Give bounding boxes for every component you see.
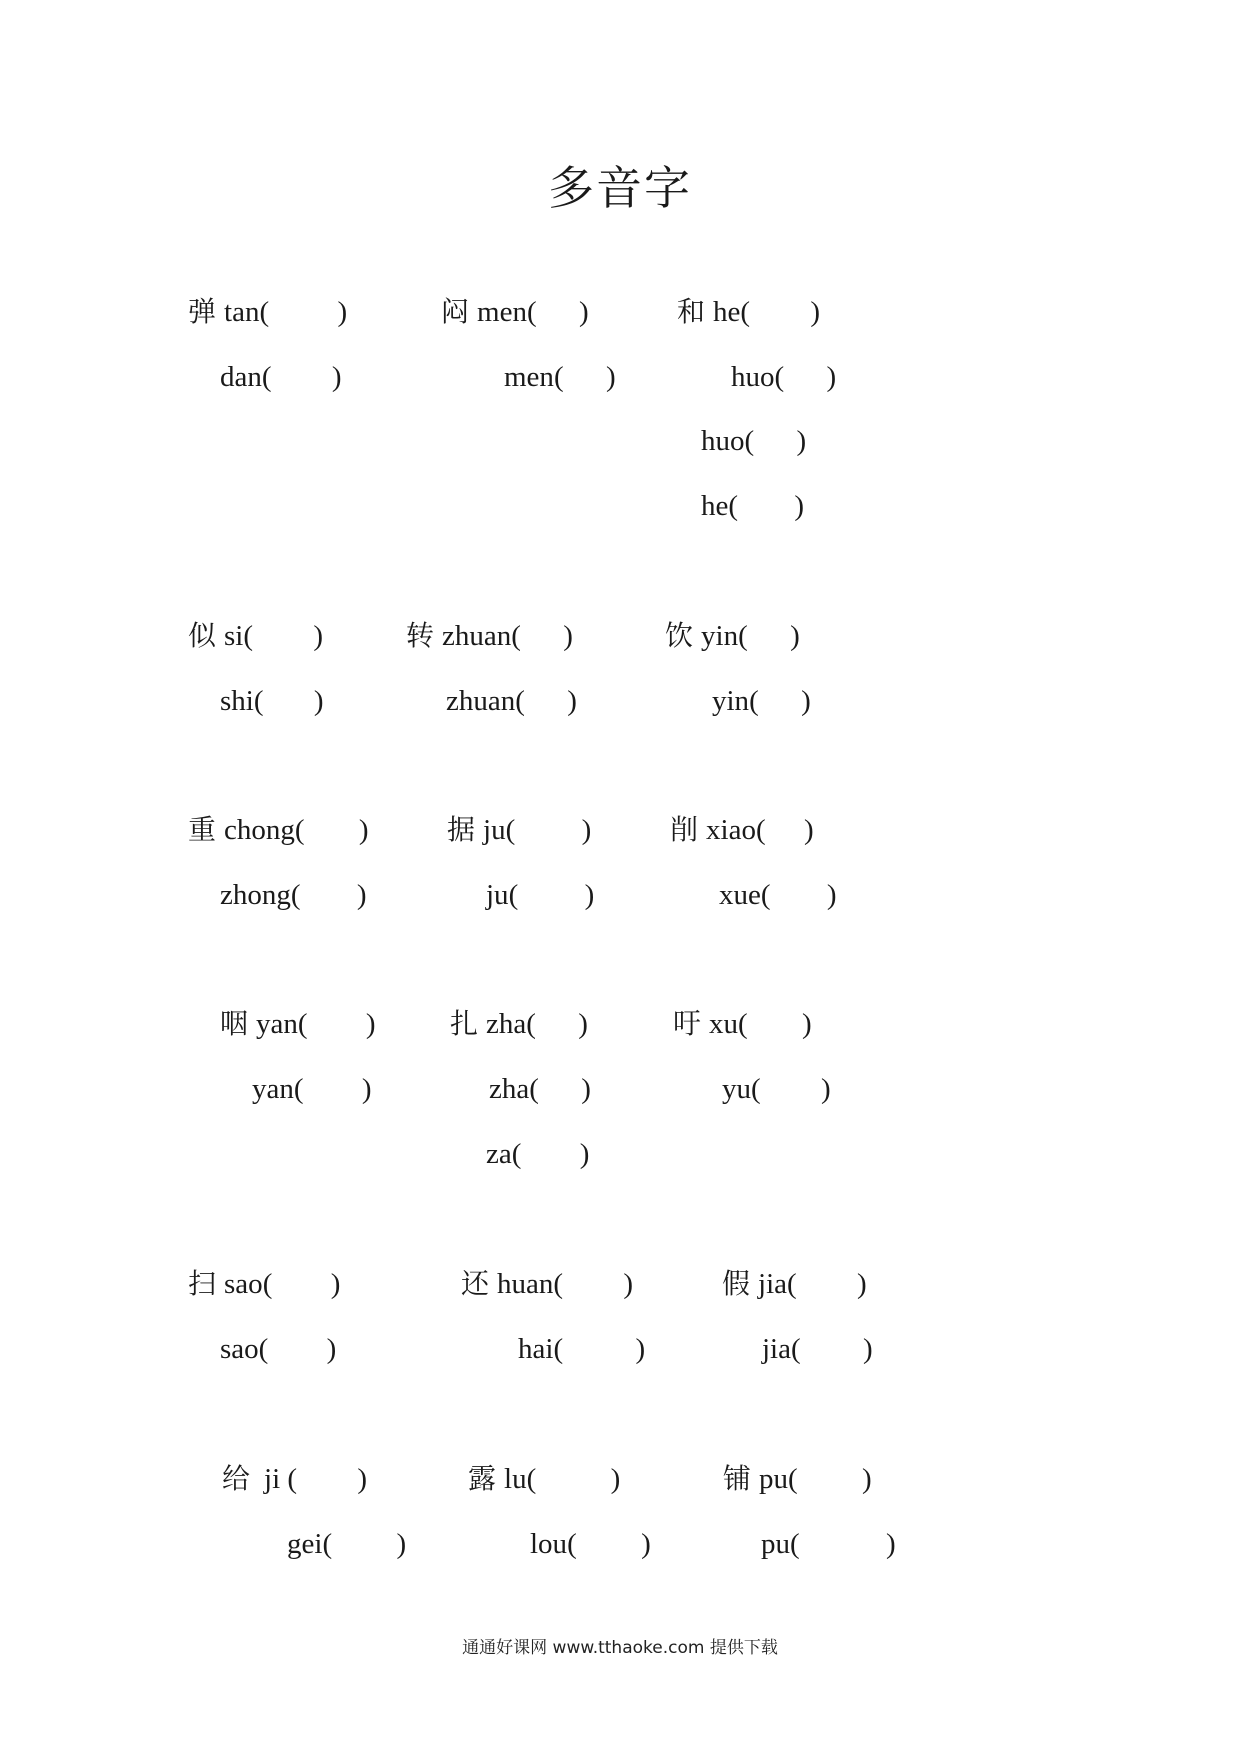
pinyin: he: [713, 296, 741, 328]
pinyin: gei: [287, 1528, 323, 1560]
pinyin: yan: [252, 1073, 294, 1105]
entry-ju-2: ju( ): [486, 879, 595, 911]
character: 弹: [188, 295, 217, 328]
pinyin: xiao: [706, 814, 756, 846]
character: 饮: [665, 619, 694, 652]
pinyin: zhuan: [446, 685, 516, 717]
pinyin: huo: [731, 361, 775, 393]
character: 露: [468, 1462, 497, 1495]
pinyin: yu: [722, 1073, 751, 1105]
entry-chong-1: 重 chong( ): [188, 813, 369, 846]
pinyin: tan: [224, 296, 260, 328]
pinyin: zha: [489, 1073, 530, 1105]
entry-chong-2: zhong( ): [220, 879, 367, 911]
pinyin: xu: [709, 1008, 739, 1040]
entry-zha-1: 扎 zha( ): [450, 1007, 588, 1040]
entry-zhuan-2: zhuan( ): [446, 685, 577, 717]
character: 铺: [723, 1462, 752, 1495]
entry-he-1: 和 he( ): [677, 295, 821, 328]
entry-gei-1: 给 ji ( ): [222, 1462, 368, 1495]
pinyin: jia: [762, 1333, 791, 1365]
entry-xiao-1: 削 xiao( ): [670, 813, 814, 846]
entry-pu-1: 铺 pu( ): [723, 1462, 872, 1495]
entry-he-4: he( ): [701, 490, 805, 522]
pinyin: lu: [504, 1463, 527, 1495]
page-title: 多音字: [548, 161, 692, 215]
entry-pu-2: pu( ): [761, 1528, 896, 1560]
character: 重: [188, 813, 217, 846]
entry-dan-1: 弹 tan( ): [188, 295, 348, 328]
pinyin: ji: [264, 1463, 288, 1495]
pinyin: za: [486, 1138, 512, 1170]
entry-zha-3: za( ): [486, 1138, 590, 1170]
pinyin: lou: [530, 1528, 568, 1560]
entry-yan-2: yan( ): [252, 1073, 372, 1105]
character: 假: [722, 1267, 751, 1300]
pinyin: chong: [224, 814, 295, 846]
entry-men-1: 闷 men( ): [441, 295, 589, 328]
pinyin: pu: [759, 1463, 789, 1495]
entry-men-2: men( ): [504, 361, 616, 393]
entry-sao-1: 扫 sao( ): [188, 1267, 341, 1300]
entry-lu-1: 露 lu( ): [468, 1462, 621, 1495]
pinyin: yin: [701, 620, 739, 652]
entry-huan-2: hai( ): [518, 1333, 646, 1365]
pinyin: ju: [483, 814, 506, 846]
entry-lu-2: lou( ): [530, 1528, 651, 1560]
entry-yan-1: 咽 yan( ): [220, 1007, 376, 1040]
character: 扎: [450, 1007, 479, 1040]
pinyin: si: [224, 620, 244, 652]
pinyin: zhuan: [442, 620, 512, 652]
character: 扫: [188, 1267, 217, 1300]
entry-huan-1: 还 huan( ): [461, 1267, 634, 1300]
character: 还: [461, 1267, 490, 1300]
pinyin: hai: [518, 1333, 554, 1365]
entry-dan-2: dan( ): [220, 361, 342, 393]
pinyin: shi: [220, 685, 254, 717]
pinyin: sao: [224, 1268, 263, 1300]
pinyin: jia: [758, 1268, 788, 1300]
entry-xiao-2: xue( ): [719, 879, 837, 911]
entry-sao-2: sao( ): [220, 1333, 337, 1365]
pinyin: dan: [220, 361, 262, 393]
character: 吁: [673, 1007, 702, 1040]
entry-yin-1: 饮 yin( ): [665, 619, 800, 652]
pinyin: yin: [712, 685, 750, 717]
pinyin: ju: [486, 879, 509, 911]
character: 削: [670, 813, 699, 846]
entry-jia-1: 假 jia( ): [722, 1267, 867, 1300]
pinyin: yan: [256, 1008, 298, 1040]
entry-zha-2: zha( ): [489, 1073, 591, 1105]
pinyin: zhong: [220, 879, 291, 911]
pinyin: men: [477, 296, 527, 328]
pinyin: huan: [497, 1268, 554, 1300]
pinyin: men: [504, 361, 554, 393]
entry-xu-1: 吁 xu( ): [673, 1007, 812, 1040]
entry-gei-2: gei( ): [287, 1528, 407, 1560]
pinyin: xue: [719, 879, 761, 911]
character: 咽: [220, 1007, 249, 1040]
character: 似: [188, 619, 217, 652]
entry-yin-2: yin( ): [712, 685, 811, 717]
character: 给: [222, 1462, 251, 1495]
character: 和: [677, 295, 706, 328]
character: 转: [406, 619, 435, 652]
pinyin: he: [701, 490, 729, 522]
pinyin: zha: [486, 1008, 527, 1040]
footer-credit: 通通好课网 www.tthaoke.com 提供下载: [462, 1638, 778, 1658]
character: 据: [447, 813, 476, 846]
pinyin: pu: [761, 1528, 790, 1560]
entry-he-2: huo( ): [731, 361, 837, 393]
entry-xu-2: yu( ): [722, 1073, 831, 1105]
entry-ju-1: 据 ju( ): [447, 813, 592, 846]
pinyin: sao: [220, 1333, 259, 1365]
entry-zhuan-1: 转 zhuan( ): [406, 619, 573, 652]
entry-he-3: huo( ): [701, 425, 807, 457]
entry-jia-2: jia( ): [762, 1333, 873, 1365]
pinyin: huo: [701, 425, 745, 457]
entry-si-2: shi( ): [220, 685, 324, 717]
character: 闷: [441, 295, 470, 328]
entry-si-1: 似 si( ): [188, 619, 324, 652]
